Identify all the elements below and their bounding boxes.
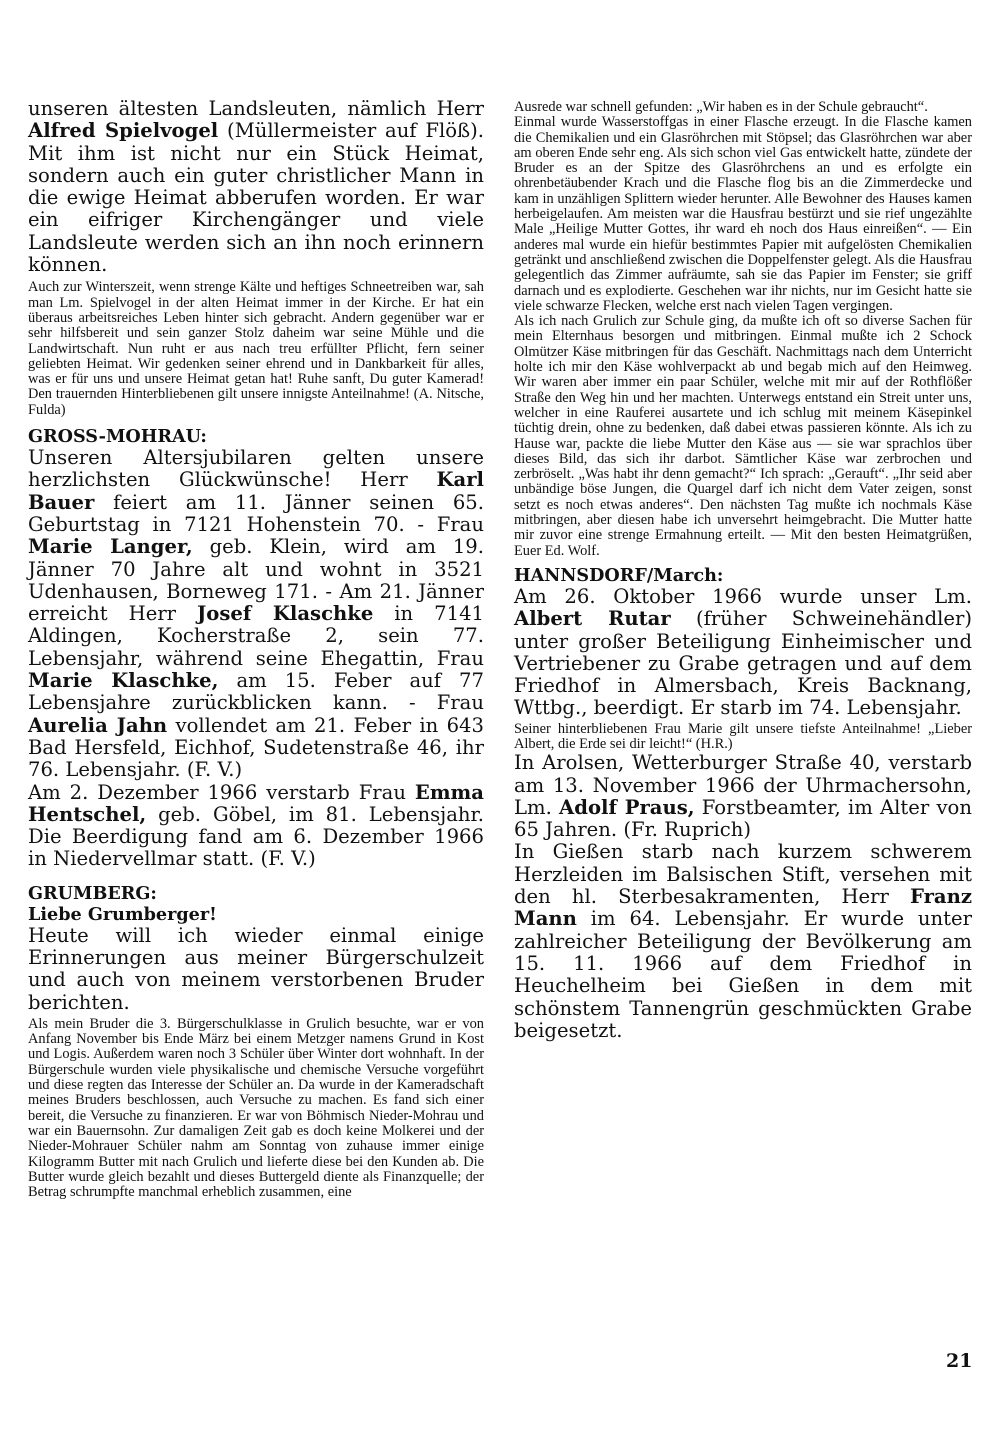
person-name: Karl Bauer: [28, 468, 484, 514]
person-name: Marie Klaschke,: [28, 669, 219, 693]
text: im 64. Lebensjahr. Er wurde unter zahlreicher Beteiligung der Bevölkerung am 15. 11. 1966 auf dem Friedhof in Heuchelheim bei Gießen in dem mit schönstem Tannengrün geschmückten Grabe beigesetzt.: [514, 907, 972, 1042]
right-column: [514, 100, 972, 1042]
text: (früher Schweinehändler) unter großer Beteiligung Einheimischer und Vertriebener zu Grabe getragen und auf dem Friedhof in Almersbach, Kreis Backnang, Wttbg., beerdigt. Er starb im 74. Lebensjahr.: [514, 607, 972, 720]
text: geb. Göbel, im 81. Lebensjahr. Die Beerdigung fand am 6. Dezember 1966 in Niedervellmar statt. (F. V.): [28, 802, 484, 871]
text: vollendet am 21. Feber in 643 Bad Hersfeld, Eichhof, Sudetenstraße 46, ihr 76. Lebensjahr. (F. V.): [28, 713, 484, 782]
person-name: Josef Klaschke: [197, 602, 374, 626]
text: Forstbeamter, im Alter von 65 Jahren. (Fr. Ruprich): [514, 795, 972, 842]
text: Am 26. Oktober 1966 wurde unser Lm.: [514, 584, 972, 608]
person-name: Alfred Spielvogel: [28, 119, 219, 143]
section-heading-gross-mohrau: GROSS-MOHRAU:: [28, 426, 207, 448]
person-name: Adolf Praus,: [559, 795, 695, 819]
spielvogel-detail: Auch zur Winterszeit, wenn strenge Kälte und heftiges Schneetreiben war, sah man Lm. Spielvogel in der alten Heimat immer in der Kirche. Er hat ein überaus arbeitsreiches Leben hinter sich gebracht. Andern gegenüber war er sehr hilfsbereit und sein ganzer Stolz daheim war seine Mühle und die Landwirtschaft. Nun ruht er aus nach treu erfüllter Pflicht, fern seiner geliebten Heimat. Wir gedenken seiner ehrend und in Dankbarkeit für alles, was er für uns und unsere Heimat getan hat! Ruhe sanft, Du guter Kamerad! Den trauernden Hinterbliebenen gilt unsere innigste Anteilnahme! (A. Nitsche, Fulda): [28, 279, 484, 418]
grumberg-salutation: Liebe Grumberger!: [28, 903, 217, 925]
person-name: Aurelia Jahn: [28, 713, 168, 737]
grumberg-story-experiments: Einmal wurde Wasserstoffgas in einer Flasche erzeugt. In die Flasche kamen die Chemikalien und ein Glasröhrchen mit Stöpsel; das Glasröhrchen war aber am oberen Ende sehr eng. Als sich schon viel Gas entwickelt hatte, zündete der Bruder es an der Spitze des Glasröhrchens an und es erfolgte ein ohrenbetäubender Krach und die Flasche flog bis an die Zimmerdecke und kam in unzähligen Splittern wieder herunter. Alle Bewohner des Hauses kamen herbeigelaufen. Am meisten war die Hausfrau bestürzt und sie rief ungezählte Male „Heilige Mutter Gottes, ihr ward eh noch dos Haus einreißen“. — Ein anderes mal wurde ein hiefür bestimmtes Papier mit aufgelösten Chemikalien getränkt und anschließend zwischen die Doppelfenster gelegt. Als die Hausfrau gelegentlich das Zimmer aufräumte, sah sie das Papier im Fenster; sie griff darnach und es explodierte. Geschehen war ihr nichts, nur im Gesicht hatte sie viele schwarze Flecken, welche erst nach vielen Tagen vergingen.: [514, 114, 972, 314]
page-number: 21: [946, 1350, 973, 1372]
left-column: [28, 98, 484, 1200]
section-heading-grumberg: GRUMBERG:: [28, 882, 157, 904]
grumberg-story-cheese: Als ich nach Grulich zur Schule ging, da mußte ich oft so diverse Sachen für mein Elternhaus besorgen und mitbringen. Einmal mußte ich 2 Schock Olmützer Käse mitbringen für das Geschäft. Nachmittags nach dem Unterricht holte ich mir den Käse wohlverpackt ab und begab mich auf den Heimweg. Wir waren aber immer ein paar Schüler, welche mit mir auf der Rothflößer Straße den Weg hin und her machten. Unterwegs entstand ein Streit unter uns, welcher in eine Rauferei ausartete und ich schlug mit meinem Käsepinkel tüchtig drein, ohne zu bedenken, daß dabei etwas passieren könnte. Als ich zu Hause war, packte die liebe Mutter den Käse aus — sie war sprachlos über dieses Bild, das sich ihr darbot. Sämtlicher Käse war zerbrochen und zerbröselt. „Was habt ihr denn gemacht?“ Ich sprach: „Gerauft“. „Ihr seid aber unbändige böse Jungen, die Quargel darf ich nicht dem Vater zeigen, sonst setzt es noch etwas anderes“. Den nächsten Tag mußte ich nochmals Käse mitbringen, aber diesen habe ich unversehrt heimgebracht. Die Mutter hatte mir zuvor eine strenge Ermahnung erteilt. — Mit den besten Heimatgrüßen, Euer Ed. Wolf.: [514, 313, 972, 559]
text: unseren ältesten Landsleuten, nämlich Herr: [28, 97, 484, 120]
text: (Müllermeister auf Flöß). Mit ihm ist nicht nur ein Stück Heimat, sondern auch ein guter christlicher Mann in die ewige Heimat abberufen worden. Er war ein eifriger Kirchengänger und viele Landsleute werden sich an ihn noch erinnern können.: [28, 119, 484, 277]
person-name: Albert Rutar: [514, 607, 671, 631]
person-name: Marie Langer,: [28, 535, 193, 559]
person-name: Franz Mann: [514, 885, 972, 931]
hannsdorf-mann: [514, 841, 972, 1042]
spielvogel-article: [28, 98, 484, 276]
grumberg-intro: Heute will ich wieder einmal einige Erinnerungen aus meiner Bürgerschulzeit und auch von meinem verstorbenen Bruder berichten.: [28, 923, 484, 1014]
text: geb. Klein, wird am 19. Jänner 70 Jahre alt und wohnt in 3521 Udenhausen, Borneweg 171. - Am 21. Jänner erreicht Herr: [28, 535, 484, 626]
text: Unseren Altersjubilaren gelten unsere herzlichsten Glückwünsche! Herr: [28, 446, 484, 492]
section-heading-hannsdorf: HANNSDORF/March:: [514, 564, 724, 586]
gross-mohrau-obituary: [28, 782, 484, 871]
hannsdorf-rutar: [514, 586, 972, 720]
person-name: Emma Hentschel,: [28, 780, 484, 826]
grumberg-story: Als mein Bruder die 3. Bürgerschulklasse in Grulich besuchte, war er von Anfang November bis Ende März bei einem Metzger namens Grund in Kost und Logis. Außerdem waren noch 3 Schüler über Winter dort wohnhaft. In der Bürgerschule wurden viele physikalische und chemische Versuche vorgeführt und diese regten das Interesse der Schüler an. Da wurde in der Kameradschaft meines Bruders beschlossen, auch Versuche zu machen. Es fand sich einer bereit, die Versuche zu finanzieren. Er war von Böhmisch Nieder-Mohrau und war ein Bauernsohn. Zur damaligen Zeit gab es doch keine Molkerei und der Nieder-Mohrauer Schüler nahm am Sonntag von zuhause immer einige Kilogramm Butter mit nach Grulich und lieferte diese bei den Kunden ab. Die Butter wurde gleich bezahlt und dieses Buttergeld diente als Finanzquelle; der Betrag schrumpfte manchmal erheblich zusammen, eine: [28, 1015, 484, 1201]
grumberg-story-continued: Ausrede war schnell gefunden: „Wir haben es in der Schule gebraucht“.: [514, 99, 928, 115]
text: In Arolsen, Wetterburger Straße 40, verstarb am 13. November 1966 der Uhrmachersohn, Lm.: [514, 751, 972, 819]
text: feiert am 11. Jänner seinen 65. Geburtstag in 7121 Hohenstein 70. - Frau: [28, 490, 484, 536]
hannsdorf-rutar-condolence: Seiner hinterbliebenen Frau Marie gilt unsere tiefste Anteilnahme! „Lieber Albert, die Erde sei dir leicht!“ (H.R.): [514, 720, 972, 752]
text: In Gießen starb nach kurzem schwerem Herzleiden im Balsischen Stift, versehen mit den hl. Sterbesakramenten, Herr: [514, 840, 972, 909]
text: Am 2. Dezember 1966 verstarb Frau: [28, 780, 415, 804]
text: am 15. Feber auf 77 Lebensjahre zurückblicken kann. - Frau: [28, 669, 484, 715]
text: in 7141 Aldingen, Kocherstraße 2, sein 77. Lebensjahr, während seine Ehegattin, Frau: [28, 602, 484, 670]
hannsdorf-praus: [514, 752, 972, 841]
gross-mohrau-birthdays: [28, 447, 484, 781]
